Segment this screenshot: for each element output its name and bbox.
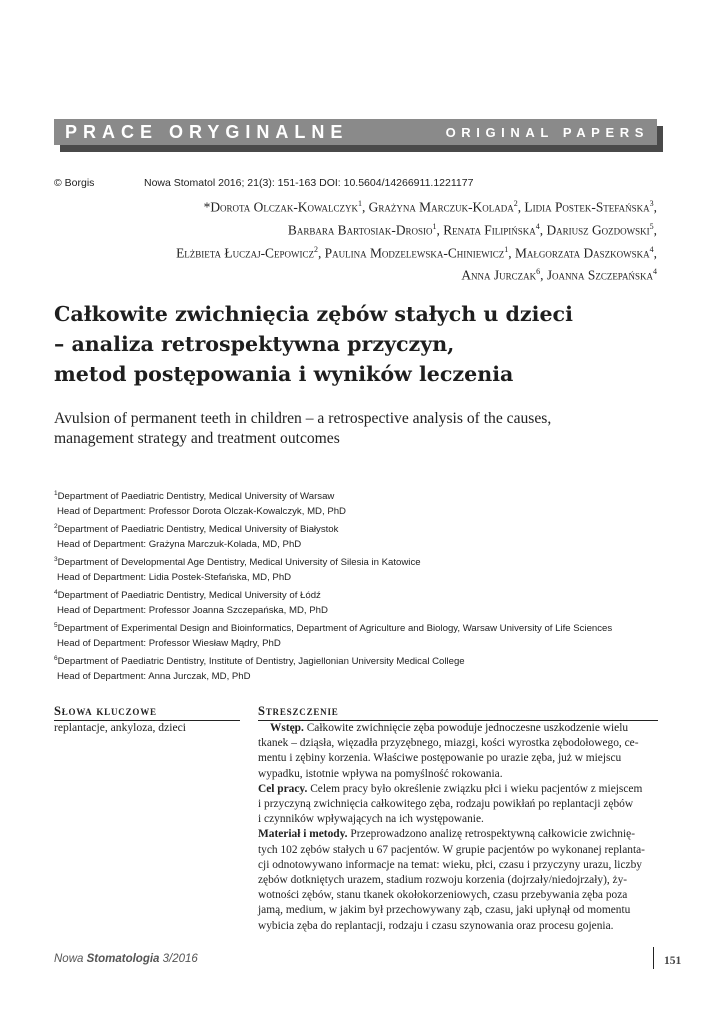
title-line: Całkowite zwichnięcia zębów stałych u dzieci [54, 302, 573, 326]
affiliation-department-name: Department of Experimental Design and Bioinformatics, Department of Agriculture and Biology, Warsaw University of Life Sciences [57, 623, 613, 635]
abstract-line [258, 751, 658, 766]
author-name: Paulina Modzelewska-Chiniewicz [324, 245, 505, 260]
author-affiliation-number: 2 [313, 244, 318, 254]
affiliation-number: 5 [54, 622, 58, 629]
affiliations-list [54, 487, 684, 685]
author-affiliation-number: 5 [649, 221, 654, 231]
affiliation-department [54, 487, 684, 505]
abstract-text: mentu i zębiny korzenia. Właściwe postępowanie po urazie zęba, już w miejscu [258, 752, 622, 765]
author-list [37, 194, 657, 285]
affiliation-department-name: Department of Developmental Age Dentistry, Medical University of Silesia in Katowice [57, 557, 421, 569]
author-name: *Dorota Olczak-Kowalczyk [203, 199, 358, 215]
affiliation-head: Head of Department: Lidia Postek-Stefańska, MD, PhD [57, 572, 292, 584]
title-line: – analiza retrospektywna przyczyn, [54, 332, 455, 356]
author-affiliation-number: 1 [504, 244, 509, 254]
author-affiliation-number: 3 [649, 199, 654, 208]
affiliation-department [54, 586, 684, 604]
affiliation-number: 2 [54, 523, 58, 530]
affiliation-number: 1 [54, 490, 58, 497]
affiliation-number: 6 [54, 655, 58, 662]
abstract-text: i przyczyną zwichnięcia całkowitego zęba, rodzaju powikłań po replantacji zębów [258, 798, 634, 811]
keywords-heading: Słowa kluczowe [54, 704, 157, 718]
author-separator: , [436, 222, 444, 238]
author-name: Lidia Postek-Stefańska [524, 199, 650, 215]
author-separator: , [653, 222, 657, 238]
author-separator: , [653, 199, 657, 215]
author-affiliation-number: 2 [513, 199, 518, 208]
abstract-text: Całkowite zwichnięcie zęba powoduje jednoczesne uszkodzenie wielu [303, 722, 629, 734]
author-name: Dariusz Gozdowski [546, 222, 650, 238]
journal-prefix: Nowa [54, 953, 87, 965]
footer-divider [653, 947, 654, 969]
affiliation-department [54, 520, 684, 538]
page-number: 151 [664, 955, 682, 967]
author-separator: , [539, 222, 547, 238]
author-name: Joanna Szczepańska [546, 267, 653, 283]
abstract-text: wotności zębów, stanu tkanek okołokorzeniowych, czasu przebywania zęba poza [258, 889, 628, 902]
author-affiliation-number: 6 [536, 267, 541, 277]
article-title-english [54, 409, 674, 449]
abstract-body [258, 721, 658, 934]
abstract-line [258, 888, 658, 903]
author-name: Małgorzata Daszkowska [514, 245, 650, 260]
journal-name: Stomatologia [86, 953, 160, 965]
citation-doi: Nowa Stomatol 2016; 21(3): 151-163 DOI: 10.5604/14266911.1221177 [144, 177, 474, 189]
article-title-polish [54, 299, 674, 389]
section-label-english: ORIGINAL PAPERS [445, 125, 649, 140]
author-separator: , [653, 245, 657, 260]
abstract-text: Celem pracy było określenie związku płci i wieku pacjentów z miejscem [307, 782, 643, 795]
publisher: © Borgis [54, 177, 95, 189]
abstract-line [258, 767, 658, 782]
abstract-line [258, 782, 658, 797]
section-label-polish: PRACE ORYGINALNE [65, 122, 349, 142]
abstract-text: zębów dotkniętych urazem, stadium rozwoju korzenia (dojrzały/niedojrzały), ży- [258, 874, 628, 887]
author-name: Renata Filipińska [443, 222, 536, 238]
author-name: Grażyna Marczuk-Kolada [368, 199, 514, 215]
abstract-text: wypadku, istotnie wpływa na pomyślność rokowania. [258, 767, 503, 780]
author-separator: , [508, 245, 515, 260]
affiliation-department-name: Department of Paediatric Dentistry, Institute of Dentistry, Jagiellonian University Medical College [57, 656, 465, 668]
author-affiliation-number: 1 [357, 199, 362, 208]
abstract-section-label: Wstęp. [270, 722, 304, 734]
abstract-line [258, 873, 658, 888]
abstract-section-label: Materiał i metody. [258, 828, 348, 841]
abstract-section-label: Cel pracy. [258, 782, 308, 795]
footer-journal [54, 953, 198, 965]
affiliation-department [54, 652, 684, 670]
abstract-line [258, 827, 658, 842]
affiliation-department-name: Department of Paediatric Dentistry, Medical University of Łódź [57, 590, 321, 602]
journal-issue: 3/2016 [159, 953, 198, 965]
author-name: Barbara Bartosiak-Drosio [287, 222, 433, 238]
subtitle-line: Avulsion of permanent teeth in children – a retrospective analysis of the causes, [54, 410, 552, 427]
author-separator: , [317, 245, 325, 260]
abstract-line [258, 919, 658, 934]
abstract-text: jamą, medium, w jakim był przechowywany ząb, czasu, jaki upłynął od momentu [258, 904, 631, 917]
author-affiliation-number: 4 [535, 221, 540, 231]
abstract-text: i czynników wpływających na ich występowanie. [258, 813, 484, 826]
affiliation-number: 3 [54, 556, 58, 563]
affiliation-number: 4 [54, 589, 58, 596]
affiliation-department [54, 619, 684, 637]
author-separator: , [540, 267, 547, 283]
affiliation-head: Head of Department: Professor Joanna Szczepańska, MD, PhD [57, 605, 328, 617]
affiliation-department-name: Department of Paediatric Dentistry, Medical University of Warsaw [57, 491, 335, 503]
author-line [37, 217, 657, 240]
abstract-text: tkanek – dziąsła, więzadła przyzębnego, miazgi, kości wyrostka zębodołowego, ce- [258, 737, 639, 750]
author-line [37, 194, 657, 217]
author-separator: , [361, 199, 369, 215]
section-banner [54, 119, 657, 145]
affiliation-head: Head of Department: Professor Wiesław Mądry, PhD [57, 638, 281, 650]
affiliation-head: Head of Department: Anna Jurczak, MD, PhD [57, 671, 251, 683]
article-meta [54, 177, 474, 189]
abstract-text: Przeprowadzono analizę retrospektywną całkowicie zwichnię- [347, 828, 636, 841]
author-line [37, 240, 657, 263]
abstract-line [258, 812, 658, 827]
affiliation-head: Head of Department: Professor Dorota Olczak-Kowalczyk, MD, PhD [57, 506, 346, 518]
author-affiliation-number: 4 [649, 244, 654, 254]
title-line: metod postępowania i wyników leczenia [54, 362, 514, 386]
abstract-line [258, 858, 658, 873]
affiliation-head: Head of Department: Grażyna Marczuk-Kolada, MD, PhD [57, 539, 302, 551]
affiliation-department-name: Department of Paediatric Dentistry, Medical University of Białystok [57, 524, 339, 536]
subtitle-line: management strategy and treatment outcomes [54, 430, 340, 447]
abstract-line [258, 736, 658, 751]
abstract-line [258, 797, 658, 812]
author-affiliation-number: 4 [653, 267, 657, 277]
abstract-line [258, 903, 658, 918]
abstract-text: cji odnotowywano informacje na temat: wieku, płci, czasu i przyczyny urazu, liczby [258, 858, 642, 871]
abstract-text: wybicia zęba do replantacji, rodzaju i czasu szynowania oraz procesu gojenia. [258, 919, 614, 932]
affiliation-department [54, 553, 684, 571]
keywords-text: replantacje, ankyloza, dzieci [54, 721, 186, 734]
author-line [37, 262, 657, 285]
abstract-line [258, 721, 658, 736]
author-separator: , [517, 199, 525, 215]
author-affiliation-number: 1 [432, 221, 437, 231]
abstract-line [258, 843, 658, 858]
abstract-heading: Streszczenie [258, 704, 339, 718]
author-name: Elżbieta Łuczaj-Cepowicz [176, 245, 314, 260]
author-name: Anna Jurczak [461, 267, 537, 283]
abstract-text: tych 102 zębów stałych u 67 pacjentów. W grupie pacjentów po wykonanej replanta- [258, 843, 645, 856]
